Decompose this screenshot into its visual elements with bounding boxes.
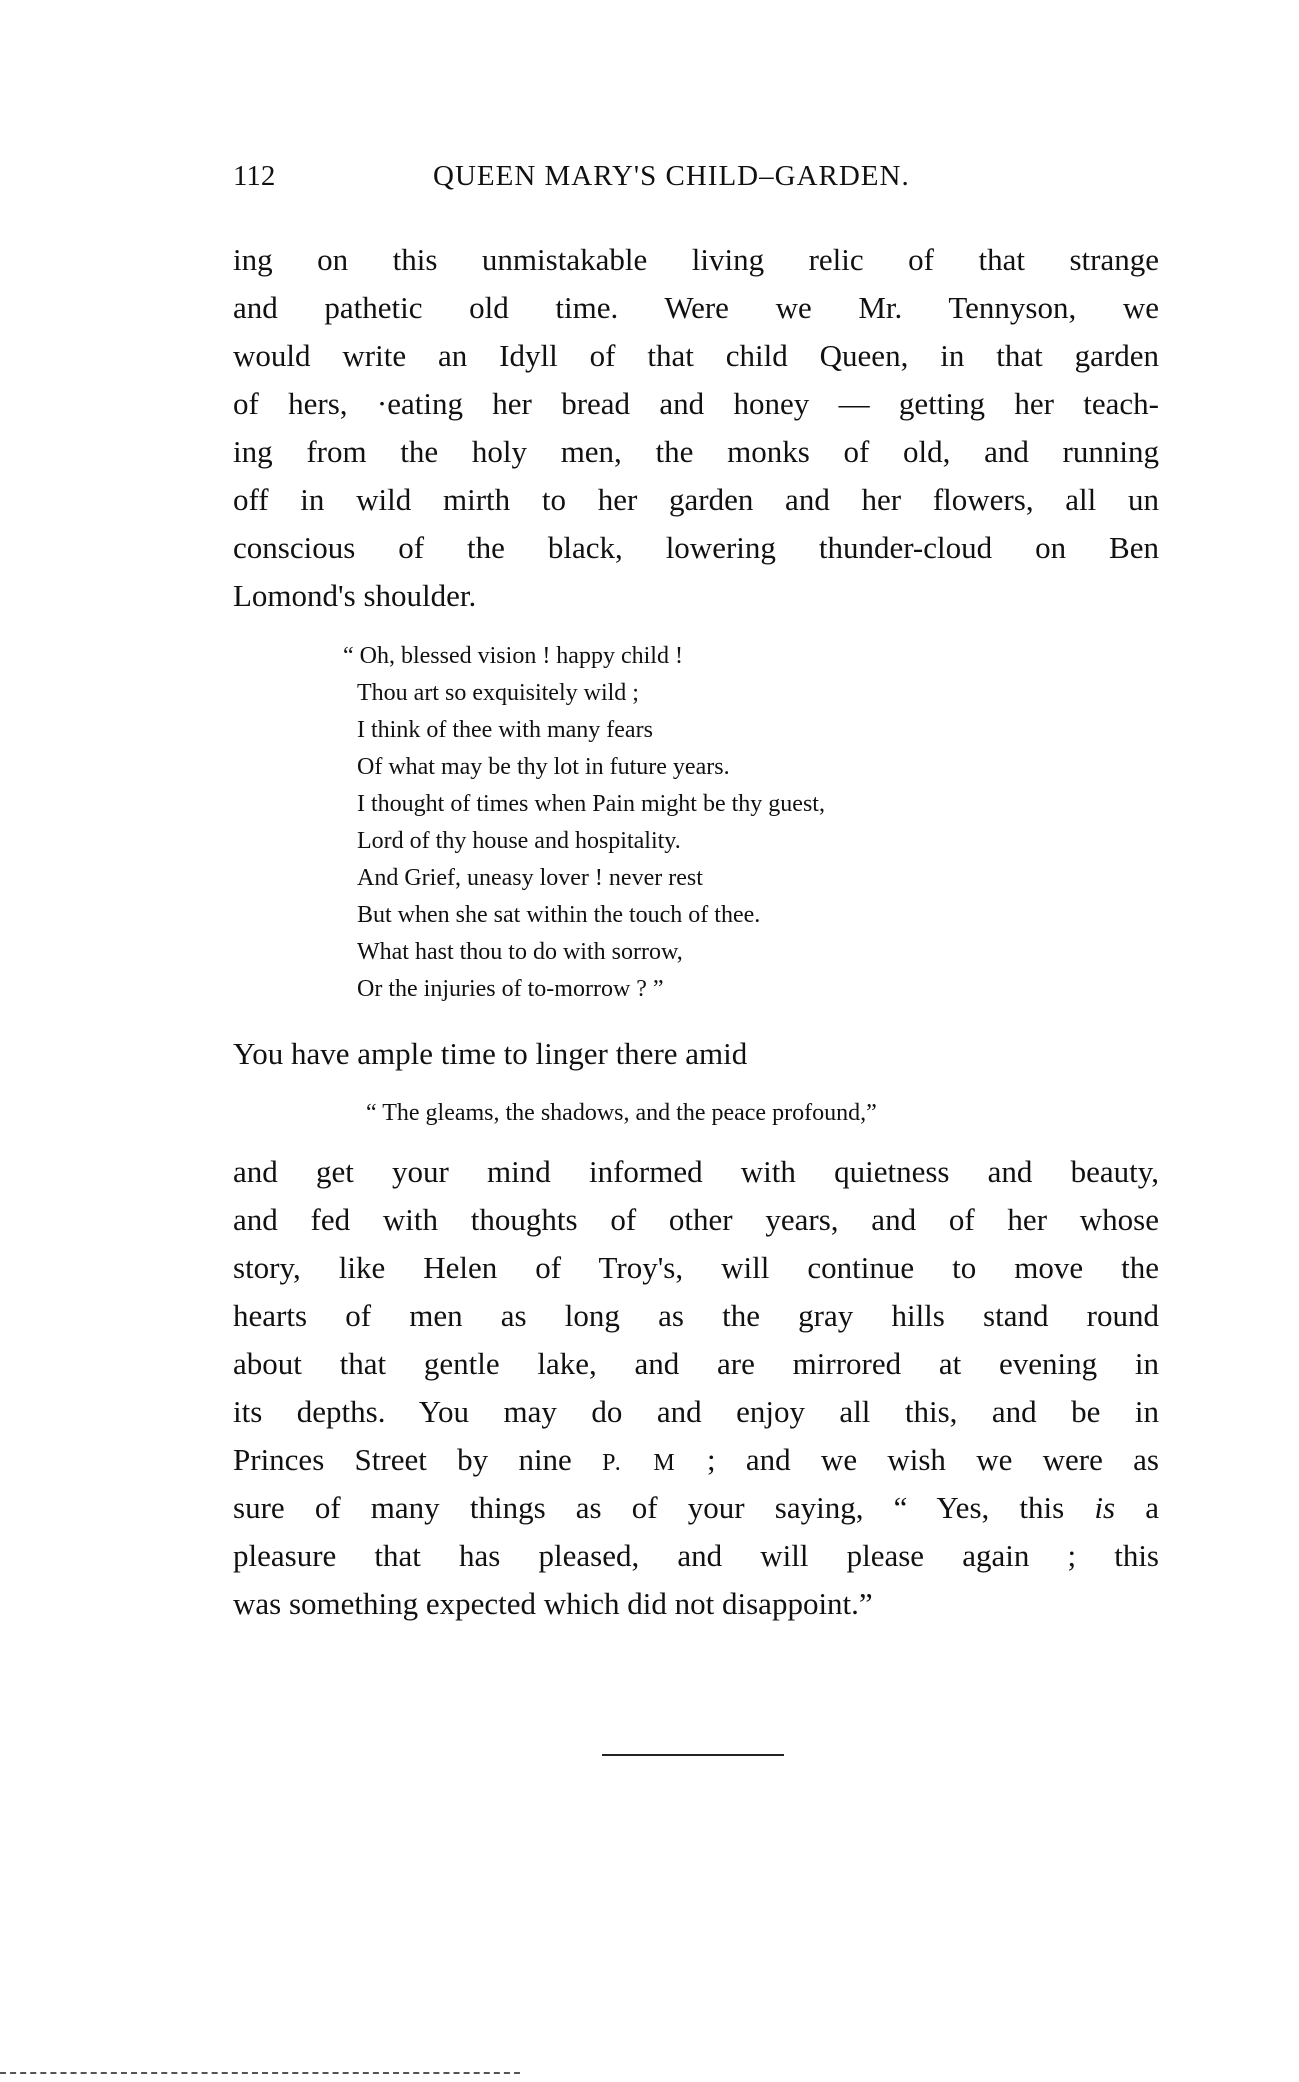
poem-line: I thought of times when Pain might be thy guest, [357, 791, 825, 817]
text-line: ing on this unmistakable living relic of that strange [233, 242, 1159, 277]
running-title: QUEEN MARY'S CHILD–GARDEN. [433, 160, 910, 192]
text-line: conscious of the black, lowering thunder-cloud on Ben [233, 530, 1159, 565]
poem-line: Of what may be thy lot in future years. [357, 754, 730, 780]
section-end-rule [602, 1754, 784, 1756]
text-line: of hers, ·eating her bread and honey — getting her teach- [233, 386, 1159, 421]
italic-is: is [1094, 1490, 1116, 1525]
page-number: 112 [233, 160, 276, 192]
text-line [233, 1490, 1159, 1530]
poem-line: And Grief, uneasy lover ! never rest [357, 865, 703, 891]
text: Princes Street by nine [233, 1442, 603, 1477]
running-header [233, 160, 1159, 200]
poem-line: “ Oh, blessed vision ! happy child ! [343, 643, 683, 669]
quoted-line: “ The gleams, the shadows, and the peace profound,” [366, 1100, 877, 1126]
text-line: was something expected which did not disappoint.” [233, 1586, 873, 1621]
text: ; and we wish we were as [676, 1442, 1160, 1477]
text: a [1115, 1490, 1160, 1525]
text-line: pleasure that has pleased, and will please again ; this [233, 1538, 1159, 1573]
poem-line: What hast thou to do with sorrow, [357, 939, 683, 965]
text-line: about that gentle lake, and are mirrored at evening in [233, 1346, 1159, 1381]
text: sure of many things as of your saying, “ Yes, this [233, 1490, 1095, 1525]
text-line: Lomond's shoulder. [233, 578, 477, 613]
text-line: and pathetic old time. Were we Mr. Tennyson, we [233, 290, 1159, 325]
page-edge-line [0, 2072, 520, 2074]
text-line: You have ample time to linger there amid [233, 1036, 748, 1071]
text-line: hearts of men as long as the gray hills stand round [233, 1298, 1159, 1333]
poem-line: Thou art so exquisitely wild ; [357, 680, 639, 706]
text-line: and get your mind informed with quietness and beauty, [233, 1154, 1159, 1189]
poem-line: But when she sat within the touch of thee. [357, 902, 761, 928]
text-line: would write an Idyll of that child Queen, in that garden [233, 338, 1159, 373]
text-line: and fed with thoughts of other years, and of her whose [233, 1202, 1159, 1237]
text-line: ing from the holy men, the monks of old, and running [233, 434, 1159, 469]
poem-line: Lord of thy house and hospitality. [357, 828, 681, 854]
poem-line: I think of thee with many fears [357, 717, 653, 743]
text-line: story, like Helen of Troy's, will continue to move the [233, 1250, 1159, 1285]
text-line: its depths. You may do and enjoy all this, and be in [233, 1394, 1159, 1429]
poem-line: Or the injuries of to-morrow ? ” [357, 976, 664, 1002]
small-caps-pm: P. M [602, 1450, 677, 1476]
text-line [233, 1442, 1159, 1482]
poem-block [343, 638, 825, 1008]
text-line: off in wild mirth to her garden and her flowers, all un [233, 482, 1159, 517]
